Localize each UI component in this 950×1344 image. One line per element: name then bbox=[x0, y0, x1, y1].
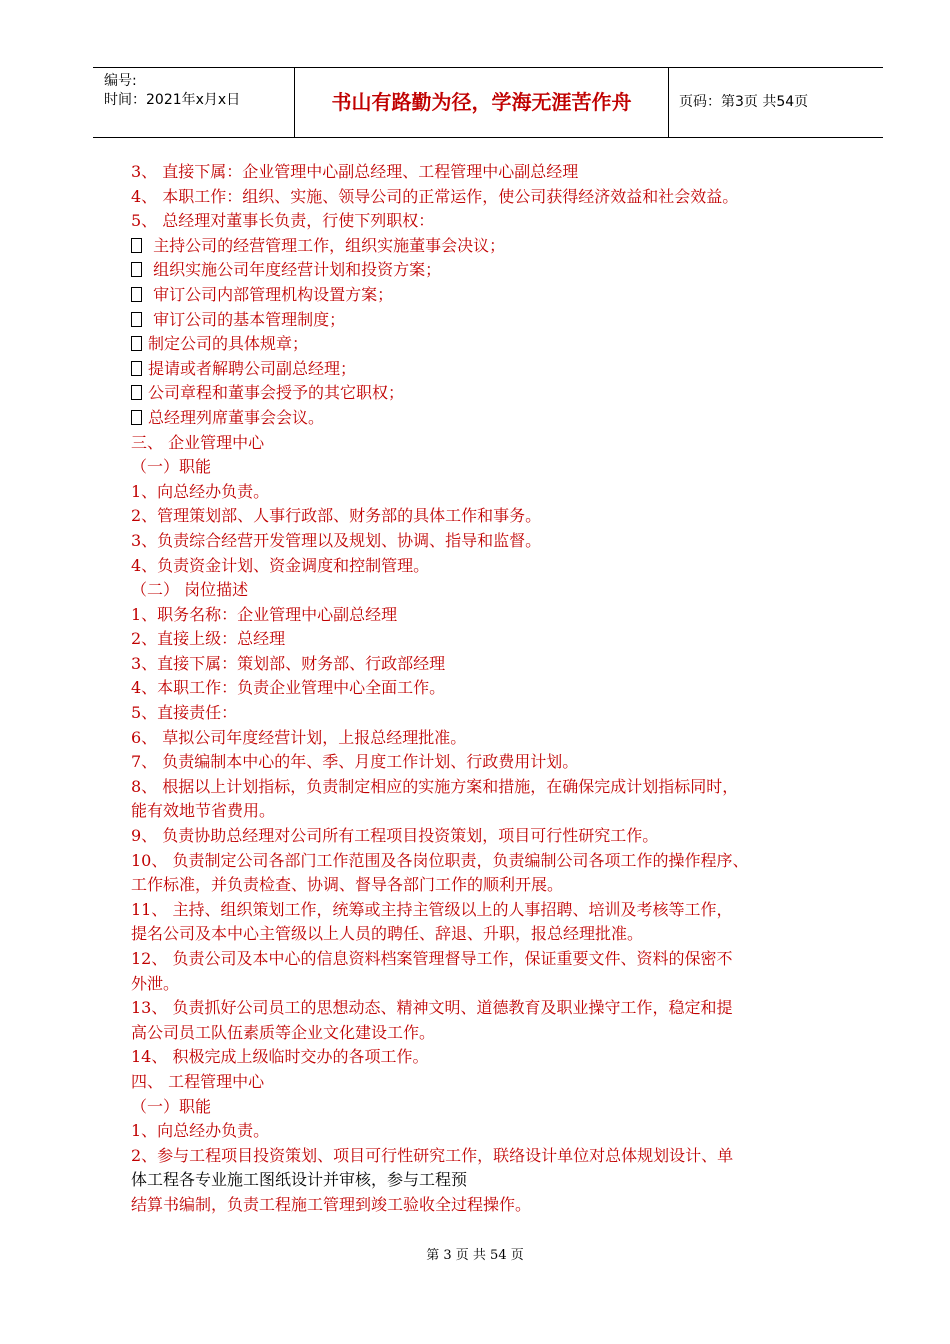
header-page-number: 页码：第3页 共54页 bbox=[679, 94, 809, 110]
text-line bbox=[131, 799, 861, 824]
line-text: 8、 根据以上计划指标，负责制定相应的实施方案和措施，在确保完成计划指标同时， bbox=[131, 776, 739, 796]
line-text: 外泄。 bbox=[131, 973, 180, 993]
header-motto: 书山有路勤为径，学海无涯苦作舟 bbox=[295, 68, 669, 137]
line-text: 提名公司及本中心主管级以上人员的聘任、辞退、升职，报总经理批准。 bbox=[131, 924, 644, 944]
bullet-box-icon bbox=[131, 262, 142, 277]
bullet-item bbox=[131, 332, 861, 357]
line-text: 1、向总经办负责。 bbox=[131, 1121, 270, 1141]
text-line bbox=[131, 873, 861, 898]
text-line bbox=[131, 922, 861, 947]
line-text: 13、 负责抓好公司员工的思想动态、精神文明、道德教育及职业操守工作，稳定和提 bbox=[131, 998, 733, 1018]
text-line bbox=[131, 1045, 861, 1070]
bullet-item bbox=[131, 381, 861, 406]
bullet-item bbox=[131, 234, 861, 259]
text-line bbox=[131, 947, 861, 972]
text-line bbox=[131, 1095, 861, 1120]
text-line bbox=[131, 824, 861, 849]
line-text: 1、向总经办负责。 bbox=[131, 481, 270, 501]
text-line bbox=[131, 726, 861, 751]
line-text: 5、 总经理对董事长负责，行使下列职权： bbox=[131, 211, 435, 231]
line-text: 制定公司的具体规章； bbox=[148, 334, 309, 354]
line-text: 12、 负责公司及本中心的信息资料档案管理督导工作，保证重要文件、资料的保密不 bbox=[131, 949, 733, 968]
text-line bbox=[131, 627, 861, 652]
text-line bbox=[131, 676, 861, 701]
bullet-box-icon bbox=[131, 238, 142, 253]
text-line bbox=[131, 504, 861, 529]
line-text: 公司章程和董事会授予的其它职权； bbox=[148, 383, 405, 403]
line-text: 7、 负责编制本中心的年、季、月度工作计划、行政费用计划。 bbox=[131, 752, 579, 772]
line-text: 9、 负责协助总经理对公司所有工程项目投资策划，项目可行性研究工作。 bbox=[131, 826, 659, 846]
bullet-item bbox=[131, 283, 861, 308]
bullet-box-icon bbox=[131, 336, 142, 351]
document-body bbox=[131, 160, 861, 1218]
bullet-item bbox=[131, 258, 861, 283]
text-line bbox=[131, 160, 861, 185]
bullet-box-icon bbox=[131, 312, 142, 327]
text-line bbox=[131, 529, 861, 554]
text-line bbox=[131, 480, 861, 505]
text-line bbox=[131, 701, 861, 726]
line-text: 四、 工程管理中心 bbox=[131, 1071, 265, 1091]
text-line bbox=[131, 1070, 861, 1095]
text-line bbox=[131, 750, 861, 775]
line-text: 3、负责综合经营开发管理以及规划、协调、指导和监督。 bbox=[131, 530, 542, 550]
line-text: 审订公司的基本管理制度； bbox=[148, 309, 346, 329]
line-text: 提请或者解聘公司副总经理； bbox=[148, 358, 357, 378]
text-line bbox=[131, 1168, 861, 1193]
text-line bbox=[131, 578, 861, 603]
line-text: 3、直接下属：策划部、财务部、行政部经理 bbox=[131, 653, 446, 673]
line-text: 6、 草拟公司年度经营计划，上报总经理批准。 bbox=[131, 727, 467, 747]
bullet-item bbox=[131, 406, 861, 431]
text-line bbox=[131, 554, 861, 579]
text-line bbox=[131, 209, 861, 234]
text-line bbox=[131, 775, 861, 800]
line-text: 结算书编制，负责工程施工管理到竣工验收全过程操作。 bbox=[131, 1194, 532, 1214]
line-text: 11、 主持、组织策划工作，统筹或主持主管级以上的人事招聘、培训及考核等工作， bbox=[131, 899, 733, 919]
code-label: 编号: bbox=[104, 73, 137, 89]
text-line bbox=[131, 431, 861, 456]
bullet-box-icon bbox=[131, 361, 142, 376]
bullet-box-icon bbox=[131, 385, 142, 400]
text-line bbox=[131, 1193, 861, 1218]
text-line bbox=[131, 652, 861, 677]
line-text: 4、本职工作：负责企业管理中心全面工作。 bbox=[131, 678, 446, 698]
line-text: 能有效地节省费用。 bbox=[131, 801, 276, 821]
line-text: （一）职能 bbox=[131, 1096, 212, 1116]
header-meta bbox=[93, 68, 295, 137]
line-text: 10、 负责制定公司各部门工作范围及各岗位职责，负责编制公司各项工作的操作程序、 bbox=[131, 850, 749, 870]
text-line bbox=[131, 849, 861, 874]
text-line bbox=[131, 898, 861, 923]
bullet-box-icon bbox=[131, 410, 142, 425]
text-line bbox=[131, 185, 861, 210]
text-line bbox=[131, 1144, 861, 1169]
bullet-box-icon bbox=[131, 287, 142, 302]
time-label: 时间：2021年x月x日 bbox=[104, 92, 241, 108]
line-text: 4、负责资金计划、资金调度和控制管理。 bbox=[131, 555, 430, 575]
page-header bbox=[93, 67, 883, 138]
line-text: 主持公司的经营管理工作，组织实施董事会决议； bbox=[148, 235, 506, 255]
text-line bbox=[131, 1119, 861, 1144]
line-text: （二） 岗位描述 bbox=[131, 580, 249, 600]
line-text: 高公司员工队伍素质等企业文化建设工作。 bbox=[131, 1022, 436, 1042]
page-footer: 第 3 页 共 54 页 bbox=[426, 1248, 524, 1263]
line-text: 4、 本职工作：组织、实施、领导公司的正常运作，使公司获得经济效益和社会效益。 bbox=[131, 186, 739, 206]
bullet-item bbox=[131, 308, 861, 333]
line-text: 5、直接责任： bbox=[131, 703, 238, 723]
line-text: 2、直接上级：总经理 bbox=[131, 629, 286, 649]
line-text: 2、参与工程项目投资策划、项目可行性研究工作，联络设计单位对总体规划设计、单 bbox=[131, 1145, 734, 1165]
line-text: 1、职务名称：企业管理中心副总经理 bbox=[131, 604, 398, 624]
text-line bbox=[131, 603, 861, 628]
text-line bbox=[131, 1021, 861, 1046]
line-text: （一）职能 bbox=[131, 457, 212, 477]
line-text: 组织实施公司年度经营计划和投资方案； bbox=[148, 260, 442, 280]
line-text: 总经理列席董事会会议。 bbox=[148, 407, 325, 427]
line-text: 14、 积极完成上级临时交办的各项工作。 bbox=[131, 1047, 429, 1067]
text-line bbox=[131, 972, 861, 997]
line-text: 3、 直接下属：企业管理中心副总经理、工程管理中心副总经理 bbox=[131, 162, 579, 181]
bullet-item bbox=[131, 357, 861, 382]
line-text: 体工程各专业施工图纸设计并审核，参与工程预 bbox=[131, 1170, 468, 1190]
line-text: 工作标准，并负责检查、协调、督导各部门工作的顺利开展。 bbox=[131, 875, 564, 895]
line-text: 三、 企业管理中心 bbox=[131, 432, 265, 452]
text-line bbox=[131, 996, 861, 1021]
text-line bbox=[131, 455, 861, 480]
line-text: 2、管理策划部、人事行政部、财务部的具体工作和事务。 bbox=[131, 506, 542, 526]
line-text: 审订公司内部管理机构设置方案； bbox=[148, 284, 394, 304]
